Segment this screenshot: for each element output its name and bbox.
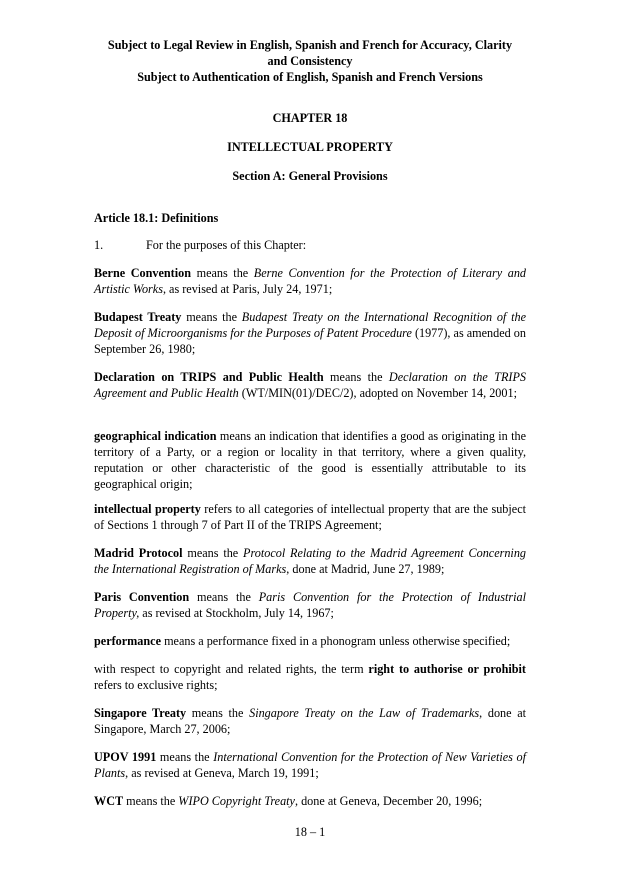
paragraph-number: 1. [94, 238, 104, 252]
definition-berne-convention [94, 265, 526, 297]
definition-term: Budapest Treaty [94, 310, 182, 324]
definition-term: WCT [94, 794, 124, 808]
definition-term: intellectual property [94, 502, 201, 516]
definition-title: Berne Convention for the Protection of Literary and Artistic Works [94, 266, 527, 296]
definition-term: Berne Convention [94, 266, 191, 280]
definition-text: , done at Geneva, December 20, 1996; [294, 794, 483, 808]
definition-declaration-trips [94, 369, 526, 401]
definition-term: Madrid Protocol [94, 546, 183, 560]
definition-term: right to authorise or prohibit [368, 662, 526, 676]
definition-text: , as revised at Paris, July 24, 1971; [162, 282, 333, 296]
paragraph-text: For the purposes of this Chapter: [146, 238, 307, 252]
chapter-title: INTELLECTUAL PROPERTY [227, 140, 393, 154]
definition-text: , as revised at Geneva, March 19, 1991; [125, 766, 319, 780]
definition-text: means the [181, 310, 242, 324]
definition-text: means the [186, 706, 250, 720]
definition-text: means the [189, 590, 259, 604]
definition-singapore-treaty [94, 705, 526, 737]
definition-title: Protocol Relating to the Madrid Agreement Concerning the International Registration of Marks [94, 546, 527, 576]
header-line-3: Subject to Authentication of English, Spanish and French Versions [137, 70, 483, 84]
header-line-2: and Consistency [267, 54, 353, 68]
intro-paragraph [94, 237, 306, 253]
definition-text: means a performance fixed in a phonogram unless otherwise specified; [161, 634, 511, 648]
definition-text: refers to all categories of intellectual property that are the subject of Sections 1 through 7 of Part II of the TRIPS Agreement; [94, 502, 526, 532]
definition-upov-1991 [94, 749, 526, 781]
definition-term: Singapore Treaty [94, 706, 187, 720]
definition-title: Paris Convention for the Protection of Industrial Property, [94, 590, 526, 620]
definition-text: means the [191, 266, 254, 280]
definition-term: performance [94, 634, 162, 648]
definition-geographical-indication [94, 428, 526, 492]
definition-term: UPOV 1991 [94, 750, 157, 764]
definition-text: means the [156, 750, 214, 764]
definition-budapest-treaty [94, 309, 526, 357]
section-title: Section A: General Provisions [232, 169, 388, 183]
definition-title: Singapore Treaty on the Law of Trademarks [249, 706, 480, 720]
page-number: 18 – 1 [294, 825, 326, 839]
definition-madrid-protocol [94, 545, 526, 577]
article-title: Article 18.1: Definitions [94, 211, 219, 225]
definition-text: means the [182, 546, 244, 560]
definition-text: means the [323, 370, 389, 384]
definition-title: WIPO Copyright Treaty [178, 794, 295, 808]
definition-text: , done at Singapore, March 27, 2006; [94, 706, 526, 736]
header-line-1: Subject to Legal Review in English, Spanish and French for Accuracy, Clarity [107, 38, 513, 52]
definition-term: Declaration on TRIPS and Public Health [94, 370, 324, 384]
definition-paris-convention [94, 589, 526, 621]
definition-intellectual-property [94, 501, 526, 533]
definition-text: means the [123, 794, 179, 808]
chapter-number: CHAPTER 18 [272, 111, 348, 125]
definition-title: Declaration on the TRIPS Agreement and Public Health [94, 370, 526, 400]
definition-text: with respect to copyright and related rights, the term [94, 662, 369, 676]
definition-text: (1977), as amended on September 26, 1980; [94, 326, 526, 356]
definition-term: geographical indication [94, 429, 217, 443]
definition-wct [94, 793, 526, 809]
definition-title: International Convention for the Protection of New Varieties of Plants [94, 750, 527, 780]
definition-text: means an indication that identifies a good as originating in the territory of a Party, or a region or locality in that territory, where a given quality, reputation or other characteristic of the good is essentially attributable to its geographical origin; [94, 429, 526, 491]
definition-text: as revised at Stockholm, July 14, 1967; [139, 606, 334, 620]
definition-text: refers to exclusive rights; [94, 678, 218, 692]
legal-review-header [60, 37, 560, 85]
definition-title: Budapest Treaty on the International Recognition of the Deposit of Microorganisms for the Purposes of Patent Procedure [94, 310, 526, 340]
definition-text: , done at Madrid, June 27, 1989; [286, 562, 445, 576]
definition-right-to-authorise [94, 661, 526, 693]
definition-term: Paris Convention [94, 590, 190, 604]
definition-performance [94, 633, 526, 649]
definition-text: (WT/MIN(01)/DEC/2), adopted on November 14, 2001; [238, 386, 517, 400]
